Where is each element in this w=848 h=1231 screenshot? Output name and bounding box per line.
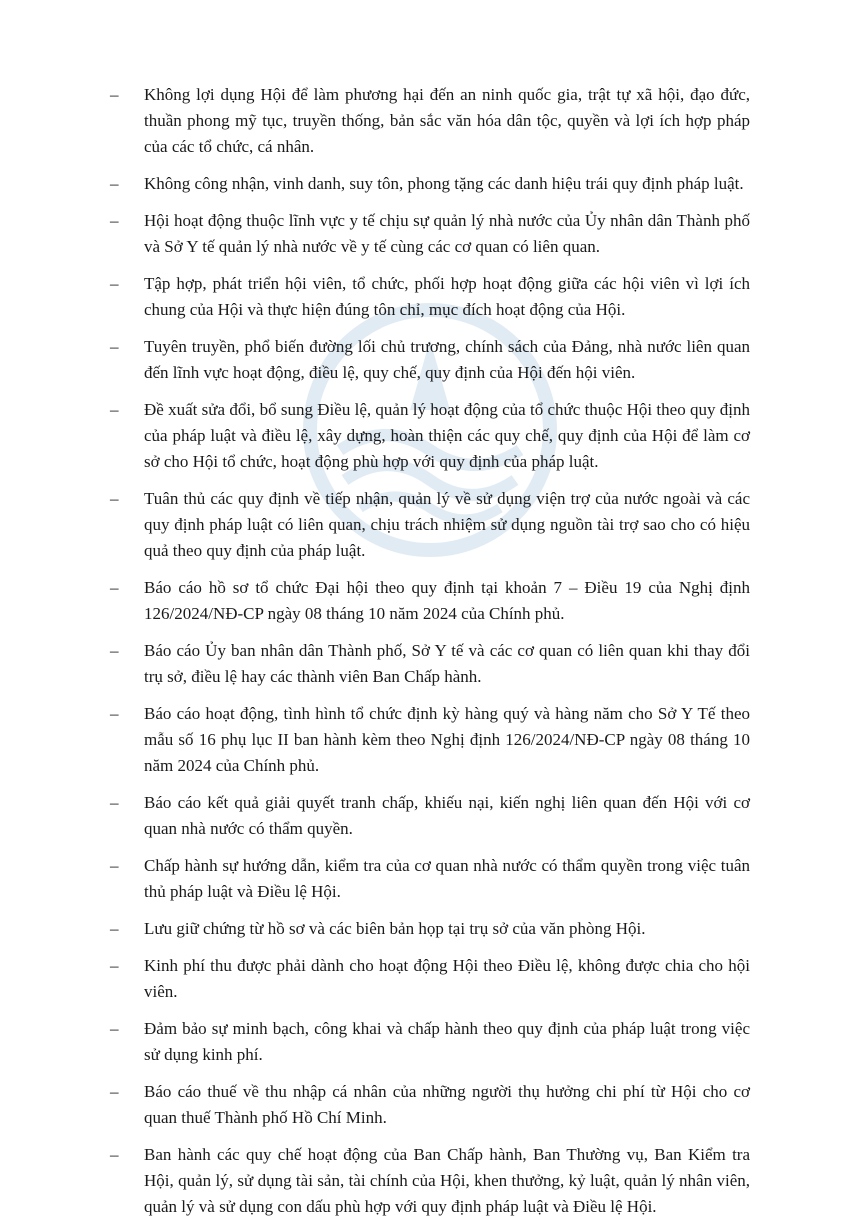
bullet-dash: –: [110, 956, 119, 975]
list-item-text: Đảm bảo sự minh bạch, công khai và chấp hành theo quy định của pháp luật trong việc sử dụng kinh phí.: [144, 1019, 750, 1064]
bullet-dash: –: [110, 174, 119, 193]
list-item-text: Báo cáo Ủy ban nhân dân Thành phố, Sở Y tế và các cơ quan có liên quan khi thay đổi trụ sở, điều lệ hay các thành viên Ban Chấp hành.: [144, 641, 750, 686]
list-item: [110, 575, 750, 627]
list-item: [110, 271, 750, 323]
list-item-text: Tuân thủ các quy định về tiếp nhận, quản lý về sử dụng viện trợ của nước ngoài và các quy định pháp luật có liên quan, chịu trách nhiệm sử dụng nguồn tài trợ sao cho có hiệu quả theo quy định của pháp luật.: [144, 489, 750, 560]
list-item: [110, 1016, 750, 1068]
bullet-dash: –: [110, 704, 119, 723]
list-item-text: Báo cáo hồ sơ tổ chức Đại hội theo quy định tại khoản 7 – Điều 19 của Nghị định 126/2024/NĐ-CP ngày 08 tháng 10 năm 2024 của Chính phủ.: [144, 578, 750, 623]
list-item: [110, 1142, 750, 1220]
list-item: [110, 953, 750, 1005]
bullet-dash: –: [110, 793, 119, 812]
bullet-dash: –: [110, 274, 119, 293]
list-item: [110, 82, 750, 160]
bullet-dash: –: [110, 1082, 119, 1101]
list-item-text: Chấp hành sự hướng dẫn, kiểm tra của cơ quan nhà nước có thẩm quyền trong việc tuân thủ pháp luật và Điều lệ Hội.: [144, 856, 750, 901]
list-item: [110, 638, 750, 690]
list-item-text: Kinh phí thu được phải dành cho hoạt động Hội theo Điều lệ, không được chia cho hội viên.: [144, 956, 750, 1001]
bullet-dash: –: [110, 641, 119, 660]
bullet-dash: –: [110, 1145, 119, 1164]
list-item: [110, 1079, 750, 1131]
bullet-dash: –: [110, 400, 119, 419]
list-item: [110, 790, 750, 842]
bullet-dash: –: [110, 856, 119, 875]
list-item-text: Hội hoạt động thuộc lĩnh vực y tế chịu sự quản lý nhà nước của Ủy nhân dân Thành phố và Sở Y tế quản lý nhà nước về y tế cùng các cơ quan có liên quan.: [144, 211, 750, 256]
list-item-text: Đề xuất sửa đổi, bổ sung Điều lệ, quản lý hoạt động của tổ chức thuộc Hội theo quy định của pháp luật và điều lệ, xây dựng, hoàn thiện các quy chế, quy định của Hội để làm cơ sở cho Hội tổ chức, hoạt động phù hợp với quy định của pháp luật.: [144, 400, 750, 471]
list-item-text: Không lợi dụng Hội để làm phương hại đến an ninh quốc gia, trật tự xã hội, đạo đức, thuần phong mỹ tục, truyền thống, bản sắc văn hóa dân tộc, quyền và lợi ích hợp pháp của các tổ chức, cá nhân.: [144, 85, 750, 156]
list-item: [110, 208, 750, 260]
list-item-text: Không công nhận, vinh danh, suy tôn, phong tặng các danh hiệu trái quy định pháp luật.: [144, 174, 744, 193]
list-item-text: Báo cáo thuế về thu nhập cá nhân của những người thụ hưởng chi phí từ Hội cho cơ quan thuế Thành phố Hồ Chí Minh.: [144, 1082, 750, 1127]
bullet-dash: –: [110, 919, 119, 938]
list-item-text: Tập hợp, phát triển hội viên, tổ chức, phối hợp hoạt động giữa các hội viên vì lợi ích chung của Hội và thực hiện đúng tôn chỉ, mục đích hoạt động của Hội.: [144, 274, 750, 319]
list-item: [110, 853, 750, 905]
obligation-list: [110, 82, 750, 1220]
bullet-dash: –: [110, 489, 119, 508]
list-item-text: Lưu giữ chứng từ hồ sơ và các biên bản họp tại trụ sở của văn phòng Hội.: [144, 919, 646, 938]
list-item-text: Báo cáo hoạt động, tình hình tổ chức định kỳ hàng quý và hàng năm cho Sở Y Tế theo mẫu số 16 phụ lục II ban hành kèm theo Nghị định 126/2024/NĐ-CP ngày 08 tháng 10 năm 2024 của Chính phủ.: [144, 704, 750, 775]
bullet-dash: –: [110, 578, 119, 597]
bullet-dash: –: [110, 337, 119, 356]
bullet-dash: –: [110, 85, 119, 104]
list-item: [110, 334, 750, 386]
list-item-text: Báo cáo kết quả giải quyết tranh chấp, khiếu nại, kiến nghị liên quan đến Hội với cơ quan nhà nước có thẩm quyền.: [144, 793, 750, 838]
list-item-text: Tuyên truyền, phổ biến đường lối chủ trương, chính sách của Đảng, nhà nước liên quan đến lĩnh vực hoạt động, điều lệ, quy chế, quy định của Hội đến hội viên.: [144, 337, 750, 382]
list-item: [110, 486, 750, 564]
list-item: [110, 916, 750, 942]
bullet-dash: –: [110, 1019, 119, 1038]
document-body: [110, 82, 750, 1231]
list-item: [110, 397, 750, 475]
list-item: [110, 701, 750, 779]
list-item: [110, 171, 750, 197]
bullet-dash: –: [110, 211, 119, 230]
list-item-text: Ban hành các quy chế hoạt động của Ban Chấp hành, Ban Thường vụ, Ban Kiểm tra Hội, quản lý, sử dụng tài sản, tài chính của Hội, khen thưởng, kỷ luật, quản lý nhân viên, quản lý và sử dụng con dấu phù hợp với quy định pháp luật và Điều lệ Hội.: [144, 1145, 750, 1216]
